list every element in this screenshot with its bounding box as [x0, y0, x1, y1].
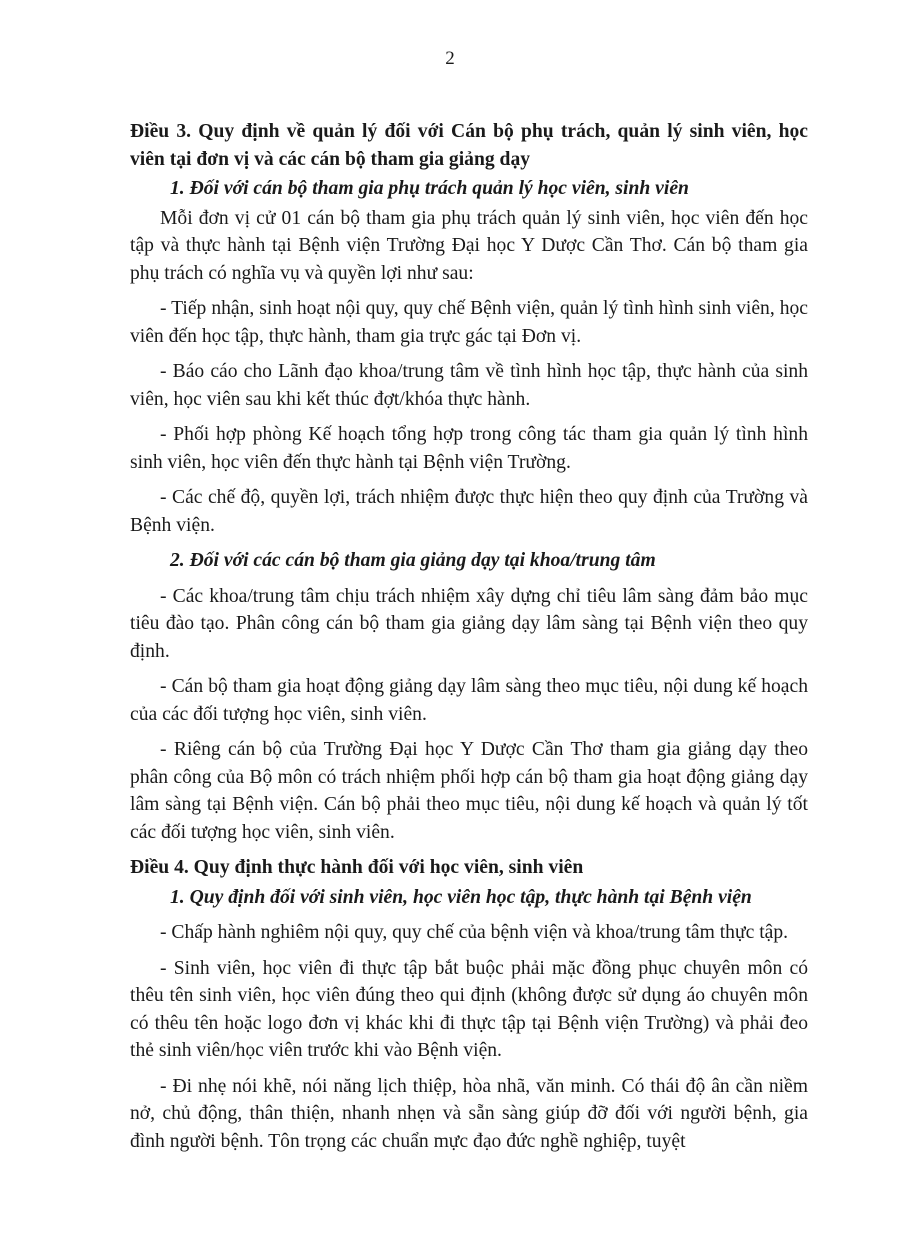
paragraph: - Chấp hành nghiêm nội quy, quy chế của bệnh viện và khoa/trung tâm thực tập.: [160, 922, 789, 943]
article-3-section-2-title: 2. Đối với các cán bộ tham gia giảng dạy tại khoa/trung tâm: [170, 550, 656, 571]
paragraph: - Các chế độ, quyền lợi, trách nhiệm được thực hiện theo quy định của Trường và Bệnh viện.: [130, 487, 808, 536]
article-4-heading: Điều 4. Quy định thực hành đối với học viên, sinh viên: [130, 857, 584, 878]
article-4-section-1-title: 1. Quy định đối với sinh viên, học viên học tập, thực hành tại Bệnh viện: [170, 886, 752, 908]
document-body: [130, 118, 808, 1163]
paragraph: - Phối hợp phòng Kế hoạch tổng hợp trong công tác tham gia quản lý tình hình sinh viên, học viên đến thực hành tại Bệnh viện Trường.: [130, 424, 808, 473]
paragraph: - Đi nhẹ nói khẽ, nói năng lịch thiệp, hòa nhã, văn minh. Có thái độ ân cần niềm nở, chủ động, thân thiện, nhanh nhẹn và sẵn sàng giúp đỡ đối với người bệnh, gia đình người bệnh. Tôn trọng các chuẩn mực đạo đức nghề nghiệp, tuyệt: [130, 1075, 808, 1152]
paragraph: Mỗi đơn vị cử 01 cán bộ tham gia phụ trách quản lý sinh viên, học viên đến học tập và thực hành tại Bệnh viện Trường Đại học Y Dược Cần Thơ. Cán bộ tham gia phụ trách có nghĩa vụ và quyền lợi như sau:: [130, 207, 808, 284]
article-3-section-1-title: 1. Đối với cán bộ tham gia phụ trách quản lý học viên, sinh viên: [170, 178, 689, 199]
paragraph: - Riêng cán bộ của Trường Đại học Y Dược Cần Thơ tham gia giảng dạy theo phân công của Bộ môn có trách nhiệm phối hợp cán bộ tham gia hoạt động giảng dạy lâm sàng tại Bệnh viện. Cán bộ phải theo mục tiêu, nội dung kế hoạch và quản lý tốt các đối tượng học viên, sinh viên.: [130, 739, 808, 843]
paragraph: - Tiếp nhận, sinh hoạt nội quy, quy chế Bệnh viện, quản lý tình hình sinh viên, học viên đến học tập, thực hành, tham gia trực gác tại Đơn vị.: [130, 298, 808, 347]
page-number: 2: [445, 48, 455, 69]
article-3-heading: Điều 3. Quy định về quản lý đối với Cán bộ phụ trách, quản lý sinh viên, học viên tại đơn vị và các cán bộ tham gia giảng dạy: [130, 121, 808, 170]
paragraph: - Các khoa/trung tâm chịu trách nhiệm xây dựng chỉ tiêu lâm sàng đảm bảo mục tiêu đào tạo. Phân công cán bộ tham gia giảng dạy lâm sàng tại Bệnh viện theo quy định.: [130, 585, 808, 662]
paragraph: - Báo cáo cho Lãnh đạo khoa/trung tâm về tình hình học tập, thực hành của sinh viên, học viên sau khi kết thúc đợt/khóa thực hành.: [130, 361, 808, 410]
paragraph: - Cán bộ tham gia hoạt động giảng dạy lâm sàng theo mục tiêu, nội dung kế hoạch của các đối tượng học viên, sinh viên.: [130, 676, 808, 725]
paragraph: - Sinh viên, học viên đi thực tập bắt buộc phải mặc đồng phục chuyên môn có thêu tên sinh viên, học viên đúng theo qui định (không được sử dụng áo chuyên môn có thêu tên hoặc logo đơn vị khác khi đi thực tập tại Bệnh viện Trường) và phải đeo thẻ sinh viên/học viên trước khi vào Bệnh viện.: [130, 957, 808, 1061]
